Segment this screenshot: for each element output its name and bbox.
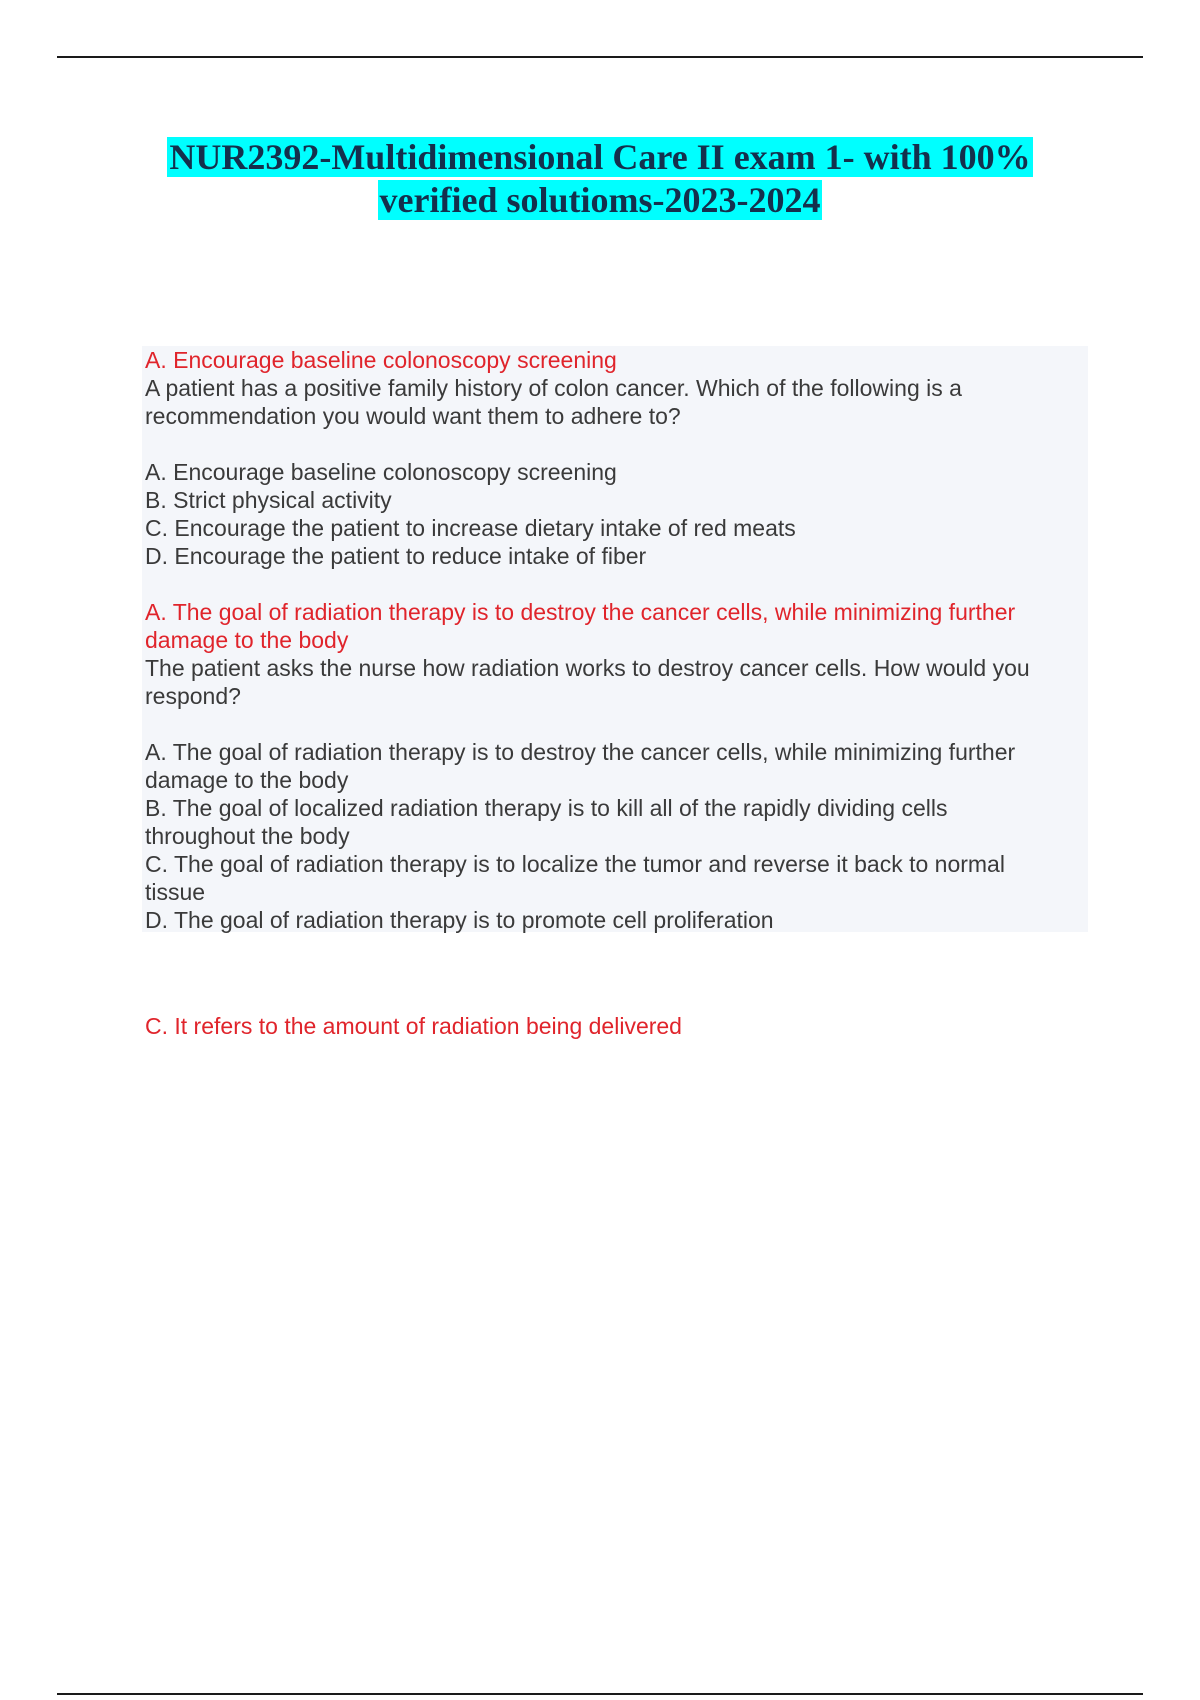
answer-line: C. It refers to the amount of radiation being delivered bbox=[145, 1013, 682, 1039]
option-line: D. Encourage the patient to reduce intake of fiber bbox=[145, 543, 647, 569]
question-1-options bbox=[145, 458, 1085, 570]
answer-line: A. Encourage baseline colonoscopy screening bbox=[145, 347, 617, 373]
option-line: C. Encourage the patient to increase dietary intake of red meats bbox=[145, 515, 796, 541]
answer-line: damage to the body bbox=[145, 627, 349, 653]
question-2-prompt bbox=[145, 654, 1085, 710]
title-line-1: NUR2392-Multidimensional Care II exam 1- with 100% bbox=[169, 137, 1031, 177]
top-rule bbox=[57, 56, 1143, 58]
answer-line: A. The goal of radiation therapy is to destroy the cancer cells, while minimizing further bbox=[145, 599, 1016, 625]
option-line: damage to the body bbox=[145, 767, 349, 793]
option-line: A. The goal of radiation therapy is to destroy the cancer cells, while minimizing further bbox=[145, 739, 1016, 765]
option-line: B. Strict physical activity bbox=[145, 487, 392, 513]
document-title bbox=[60, 136, 1140, 222]
option-line: D. The goal of radiation therapy is to promote cell proliferation bbox=[145, 907, 774, 933]
bottom-rule bbox=[57, 1693, 1143, 1695]
title-line-2: verified solutioms-2023-2024 bbox=[379, 180, 821, 220]
option-line: tissue bbox=[145, 879, 206, 905]
prompt-line: The patient asks the nurse how radiation works to destroy cancer cells. How would you bbox=[145, 655, 1030, 681]
option-line: A. Encourage baseline colonoscopy screening bbox=[145, 459, 617, 485]
prompt-line: respond? bbox=[145, 683, 241, 709]
question-1-answer bbox=[145, 346, 1085, 374]
option-line: C. The goal of radiation therapy is to localize the tumor and reverse it back to normal bbox=[145, 851, 1005, 877]
option-line: throughout the body bbox=[145, 823, 350, 849]
question-2-answer bbox=[145, 598, 1085, 654]
prompt-line: recommendation you would want them to adhere to? bbox=[145, 403, 681, 429]
option-line: B. The goal of localized radiation therapy is to kill all of the rapidly dividing cells bbox=[145, 795, 948, 821]
prompt-line: A patient has a positive family history of colon cancer. Which of the following is a bbox=[145, 375, 962, 401]
question-3-answer bbox=[145, 1012, 1085, 1040]
question-2-options bbox=[145, 738, 1085, 934]
question-1-prompt bbox=[145, 374, 1085, 430]
